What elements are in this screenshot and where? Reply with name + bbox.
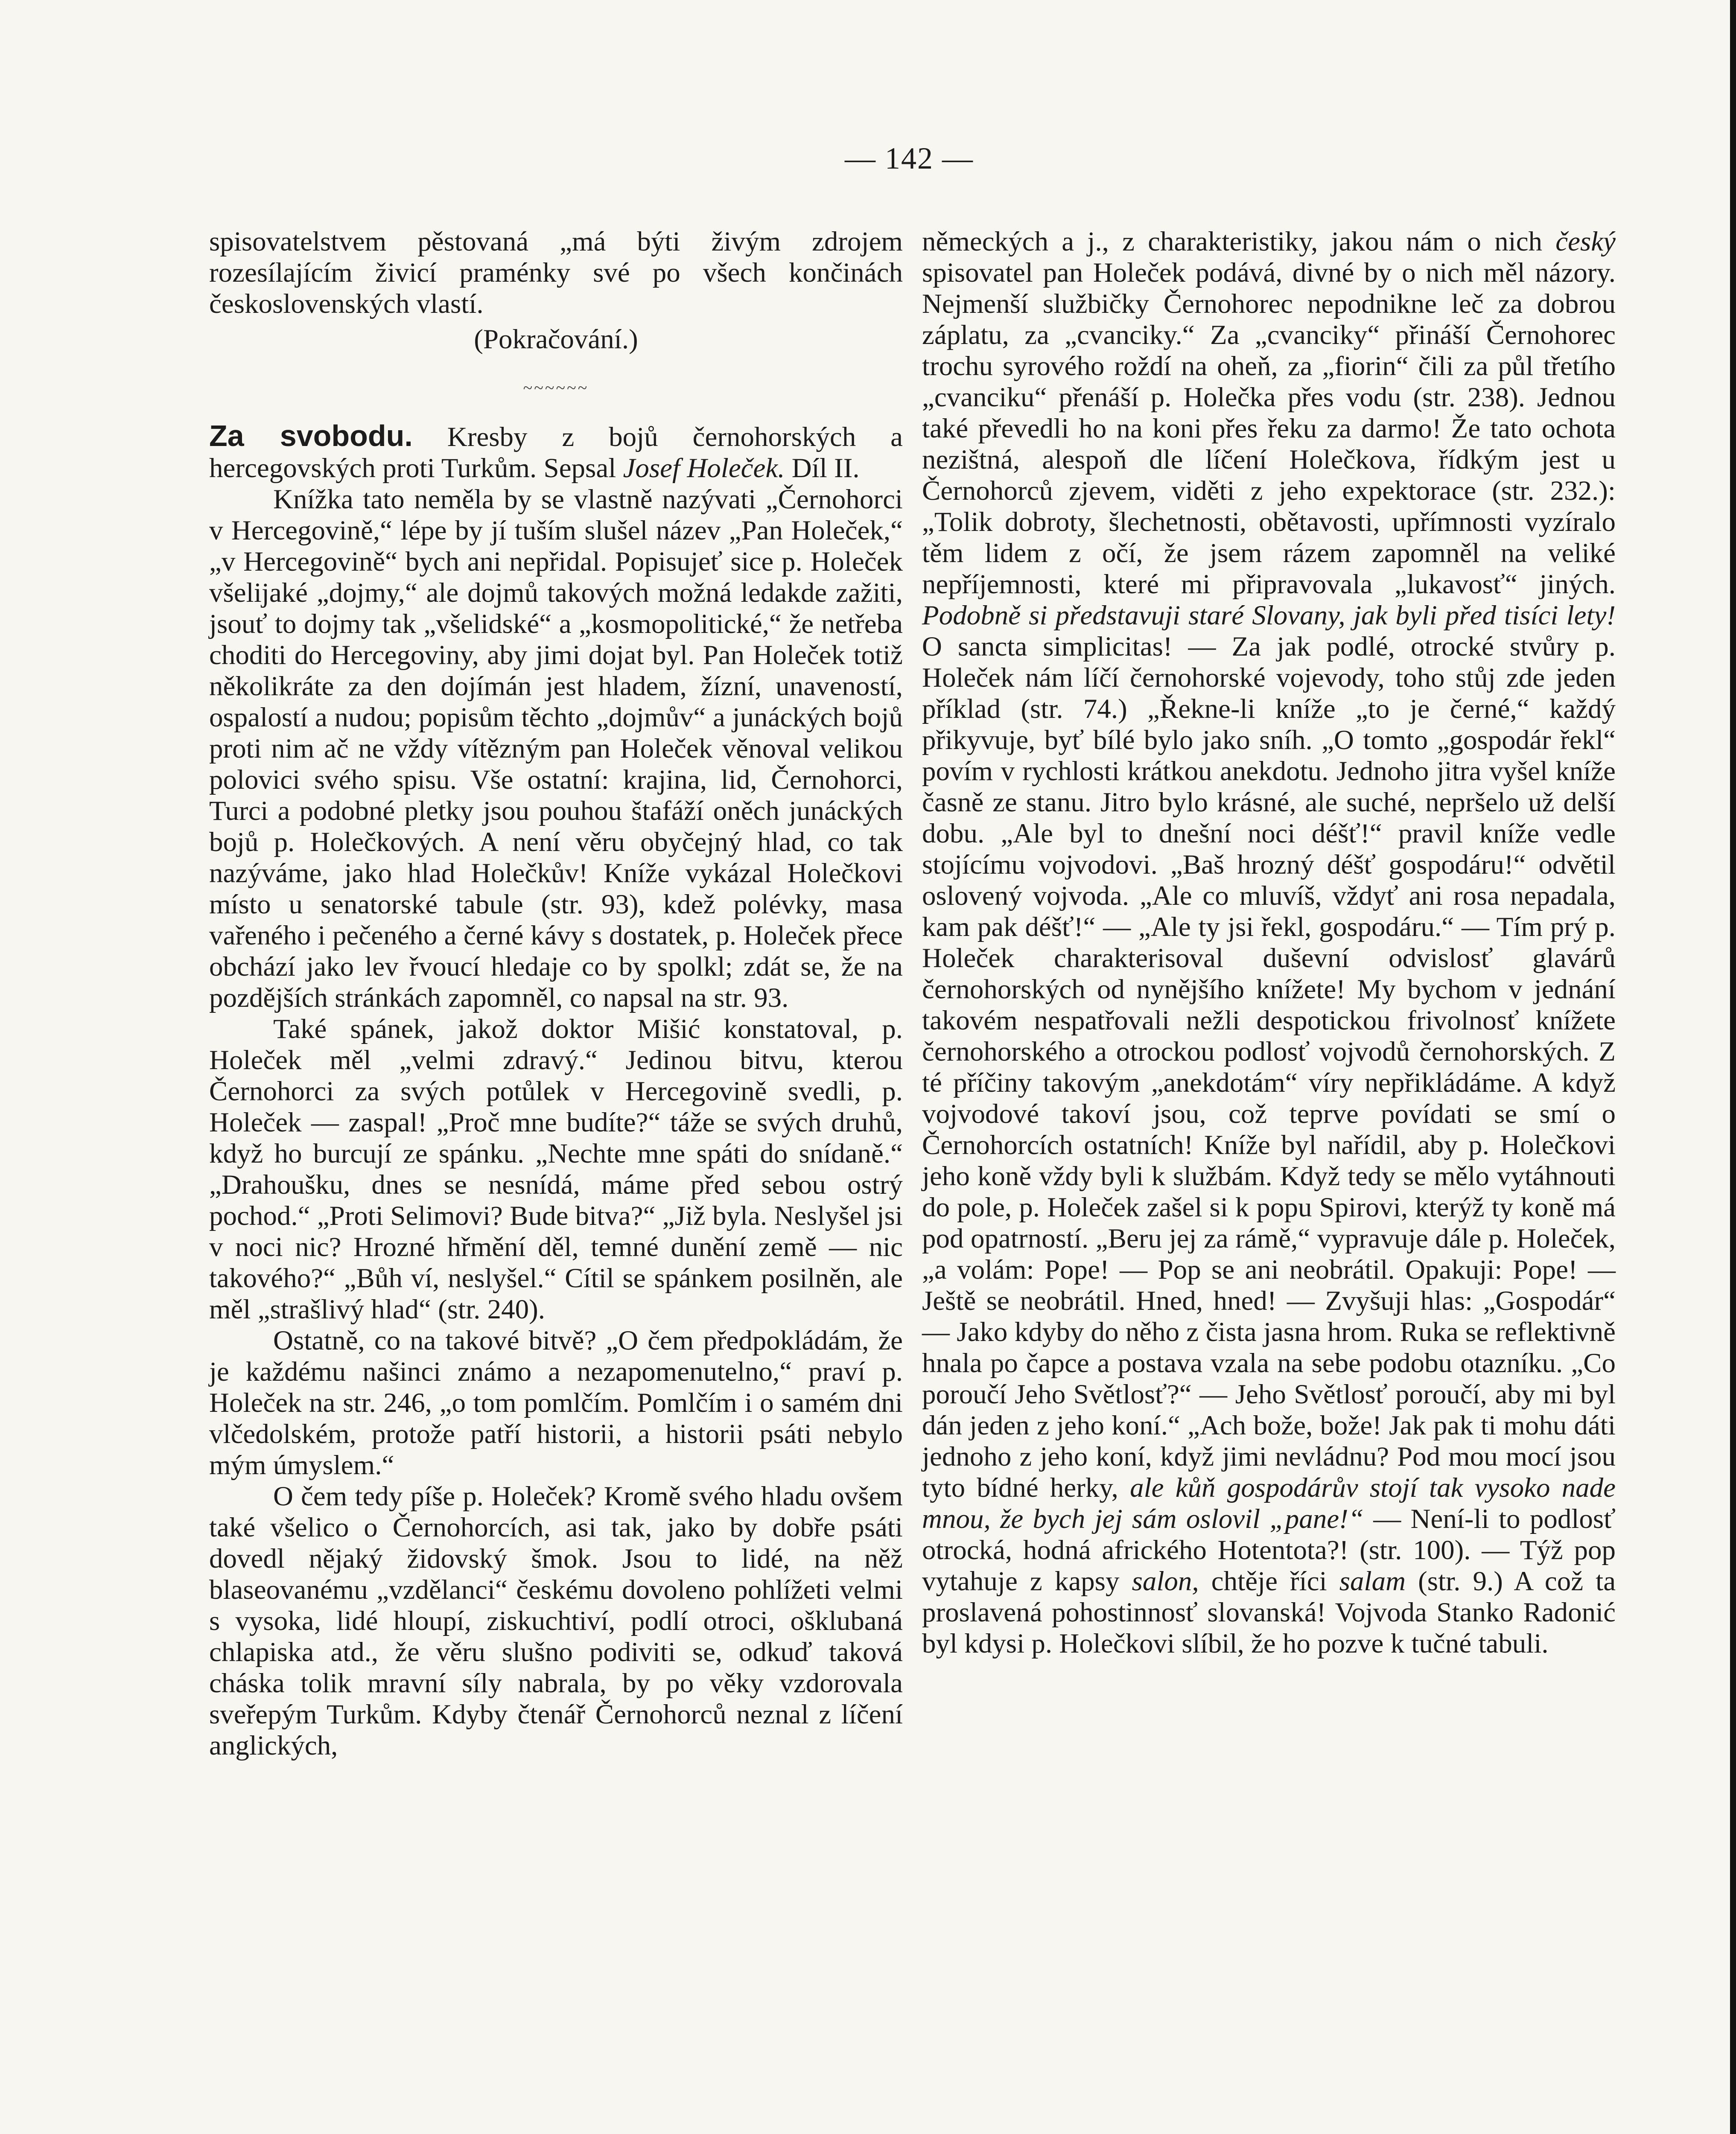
page-number: — 142 — — [845, 141, 974, 175]
italic-run: salon, — [1132, 1566, 1199, 1597]
paragraph: Ostatně, co na takové bitvě? „O čem předpokládám, že je každému našinci známo a nezapomenutelno,“ praví p. Holeček na str. 246, „o tom pomlčím. Pomlčím i o samém dni vlčedolském, protože patří historii, a historii psáti nebylo mým úmyslem.“ — [209, 1325, 903, 1481]
right-column — [922, 226, 1616, 1659]
text-run: spisovatel pan Holeček podává, divné by o nich měl názory. Nejmenší službičky Černohorec nepodnikne leč za dobrou záplatu, za „cvanciky.“ Za „cvanciky“ přináší Černohorec trochu syrového roždí na oheň, za „fiorin“ čili za půl třetího „cvanciku“ přenáší p. Holečka přes vodu (str. 238). Jednou také převedli ho na koni přes řeku za darmo! Že tato ochota nezištná, alespoň dle líčení Holečkova, řídkým jest u Černohorců zjevem, viděti z jeho expektorace (str. 232.): „Tolik dobroty, šlechetnosti, obětavosti, upřímnosti vyzíralo těm lidem z očí, že jsem rázem zapomněl na veliké nepříjemnosti, které mi připravovala „lukavosť“ jiných. — [922, 257, 1616, 600]
text-run: (str. 9.) A což ta proslavená pohostinnosť slovanská! Vojvoda Stanko Radonić byl kdysi p. Holečkovi slíbil, že ho pozve k tučné tabuli. — [922, 1566, 1616, 1659]
italic-run: český — [1555, 226, 1616, 257]
continuation-text: spisovatelstvem pěstovaná „má býti živým zdrojem rozesílajícím živicí praménky své po všech končinách československých vlastí. — [209, 226, 903, 319]
section-ornament: ~~~~~~ — [523, 378, 589, 397]
continued-note: (Pokračování.) — [474, 324, 638, 355]
review-author: Josef Holeček. — [623, 453, 785, 484]
review-title: Za svobodu. — [209, 419, 413, 452]
text-run: O sancta simplicitas! — Za jak podlé, otrocké stvůry p. Holeček nám líčí černohorské vojevody, toho stůj zde jeden příklad (str. 74.) „Řekne-li kníže „to je černé,“ každý přikyvuje, byť bílé bylo jako sníh. „O tomto „gospodár řekl“ povím v rychlosti krátkou anekdotu. Jednoho jitra vyšel kníže časně ze stanu. Jitro bylo krásné, ale suché, nepršelo už delší dobu. „Ale byl to dnešní noci déšť!“ pravil kníže vedle stojícímu vojvodovi. „Baš hrozný déšť gospodáru!“ odvětil oslovený vojvoda. „Ale co mluvíš, vždyť ani rosa nepadala, kam pak déšť!“ — „Ale ty jsi řekl, gospodáru.“ — Tím prý p. Holeček charakterisoval duševní odvislosť glavárů černohorských od nynějšího knížete! My bychom v jednání takovém nespatřovali nežli despotickou frivolnosť knížete černohorského a otrockou podlosť vojvodů černohorských. Z té příčiny takovým „anekdotám“ víry nepřikládáme. A když vojvodové takoví jsou, což teprve povídati se smí o Černohorcích ostatních! Kníže byl nařídil, aby p. Holečkovi jeho koně vždy byli k službám. Když tedy se mělo vytáhnouti do pole, p. Holeček zašel si k popu Spirovi, kterýž ty koně má pod opatrností. „Beru jej za rámě,“ vypravuje dále p. Holeček, „a volám: Pope! — Pop se ani neobrátil. Opakuji: Pope! — Ještě se neobrátil. Hned, hned! — Zvyšuji hlas: „Gospodár“ — Jako kdyby do něho z čista jasna hrom. Ruka se reflektivně hnala po čapce a postava vzala na sebe podobu otazníku. „Co poroučí Jeho Světlosť?“ — Jeho Světlosť poroučí, aby mi byl dán jeden z jeho koní.“ „Ach bože, bože! Jak pak ti mohu dáti jednoho z jeho koní, když jimi nevládnu? Pod mou mocí jsou tyto bídné herky, — [922, 631, 1616, 1503]
review-subtitle: Kresby z bojů černohorských a hercegovských proti Turkům. Sepsal — [209, 422, 903, 484]
text-run: chtěje říci — [1211, 1566, 1327, 1597]
left-column — [209, 226, 903, 1761]
review-volume: Díl II. — [791, 453, 860, 484]
text-run: — Není-li to podlosť otrocká, hodná afrického Hotentota?! (str. 100). — Týž pop vytahuje z kapsy — [922, 1504, 1616, 1597]
review-heading — [209, 420, 903, 484]
paragraph: O čem tedy píše p. Holeček? Kromě svého hladu ovšem také všelico o Černohorcích, asi tak, jako by dobře psáti dovedl nějaký židovský šmok. Jsou to lidé, na něž blaseovanému „vzdělanci“ českému dovoleno pohlížeti velmi s vysoka, lidé hloupí, ziskuchtiví, podlí otroci, ošklubaná chlapiska atd., že věru slušno podiviti se, odkuď taková cháska tolik mravní síly nabrala, by po věky vzdorovala sveřepým Turkům. Kdyby čtenář Černohorců neznal z líčení anglických, — [209, 1481, 903, 1761]
italic-run: Podobně si představuji staré Slovany, jak byli před tisíci lety! — [922, 600, 1616, 631]
paragraph — [922, 226, 1616, 1659]
paragraph: Také spánek, jakož doktor Mišić konstatoval, p. Holeček měl „velmi zdravý.“ Jedinou bitvu, kterou Černohorci za svých potůlek v Hercegovině svedli, p. Holeček — zaspal! „Proč mne budíte?“ táže se svých druhů, když ho burcují ze spánku. „Nechte mne spáti do snídaně.“ „Drahoušku, dnes se nesnídá, máme před sebou ostrý pochod.“ „Proti Selimovi? Bude bitva?“ „Již byla. Neslyšel jsi v noci nic? Hrozné hřmění děl, temné dunění země — nic takového?“ „Bůh ví, neslyšel.“ Cítil se spánkem posilněn, ale měl „strašlivý hlad“ (str. 240). — [209, 1014, 903, 1325]
italic-run: ale kůň gospodárův stojí tak vysoko nade mnou, že bych jej sám oslovil „pane!“ — [922, 1472, 1616, 1534]
text-run: německých a j., z charakteristiky, jakou nám o nich — [922, 226, 1543, 257]
paragraph: Knížka tato neměla by se vlastně nazývati „Černohorci v Hercegovině,“ lépe by jí tuším slušel název „Pan Holeček,“ „v Hercegovině“ bych ani nepřidal. Popisujeť sice p. Holeček všelijaké „dojmy,“ ale dojmů takových možná ledakde zažiti, jsouť to dojmy tak „všelidské“ a „kosmopolitické,“ že netřeba choditi do Hercegoviny, aby jimi dojat byl. Pan Holeček totiž několikráte za den dojímán jest hladem, žízní, unaveností, ospalostí a nudou; popisům těchto „dojmův“ a junáckých bojů proti nim ač ne vždy vítězným pan Holeček věnoval velikou polovici svého spisu. Vše ostatní: krajina, lid, Černohorci, Turci a podobné pletky jsou pouhou štafáží oněch junáckých bojů p. Holečkových. A není věru obyčejný hlad, co tak nazýváme, jako hlad Holečkův! Kníže vykázal Holečkovi místo u senatorské tabule (str. 93), kdež polévky, masa vařeného i pečeného a černé kávy s dostatek, p. Holeček přece obchází jako lev řvoucí hledaje co by spolkl; zdát se, že na pozdějších stránkách zapomněl, co napsal na str. 93. — [209, 484, 903, 1013]
page-edge — [1730, 0, 1736, 2134]
italic-run: salam — [1339, 1566, 1406, 1597]
